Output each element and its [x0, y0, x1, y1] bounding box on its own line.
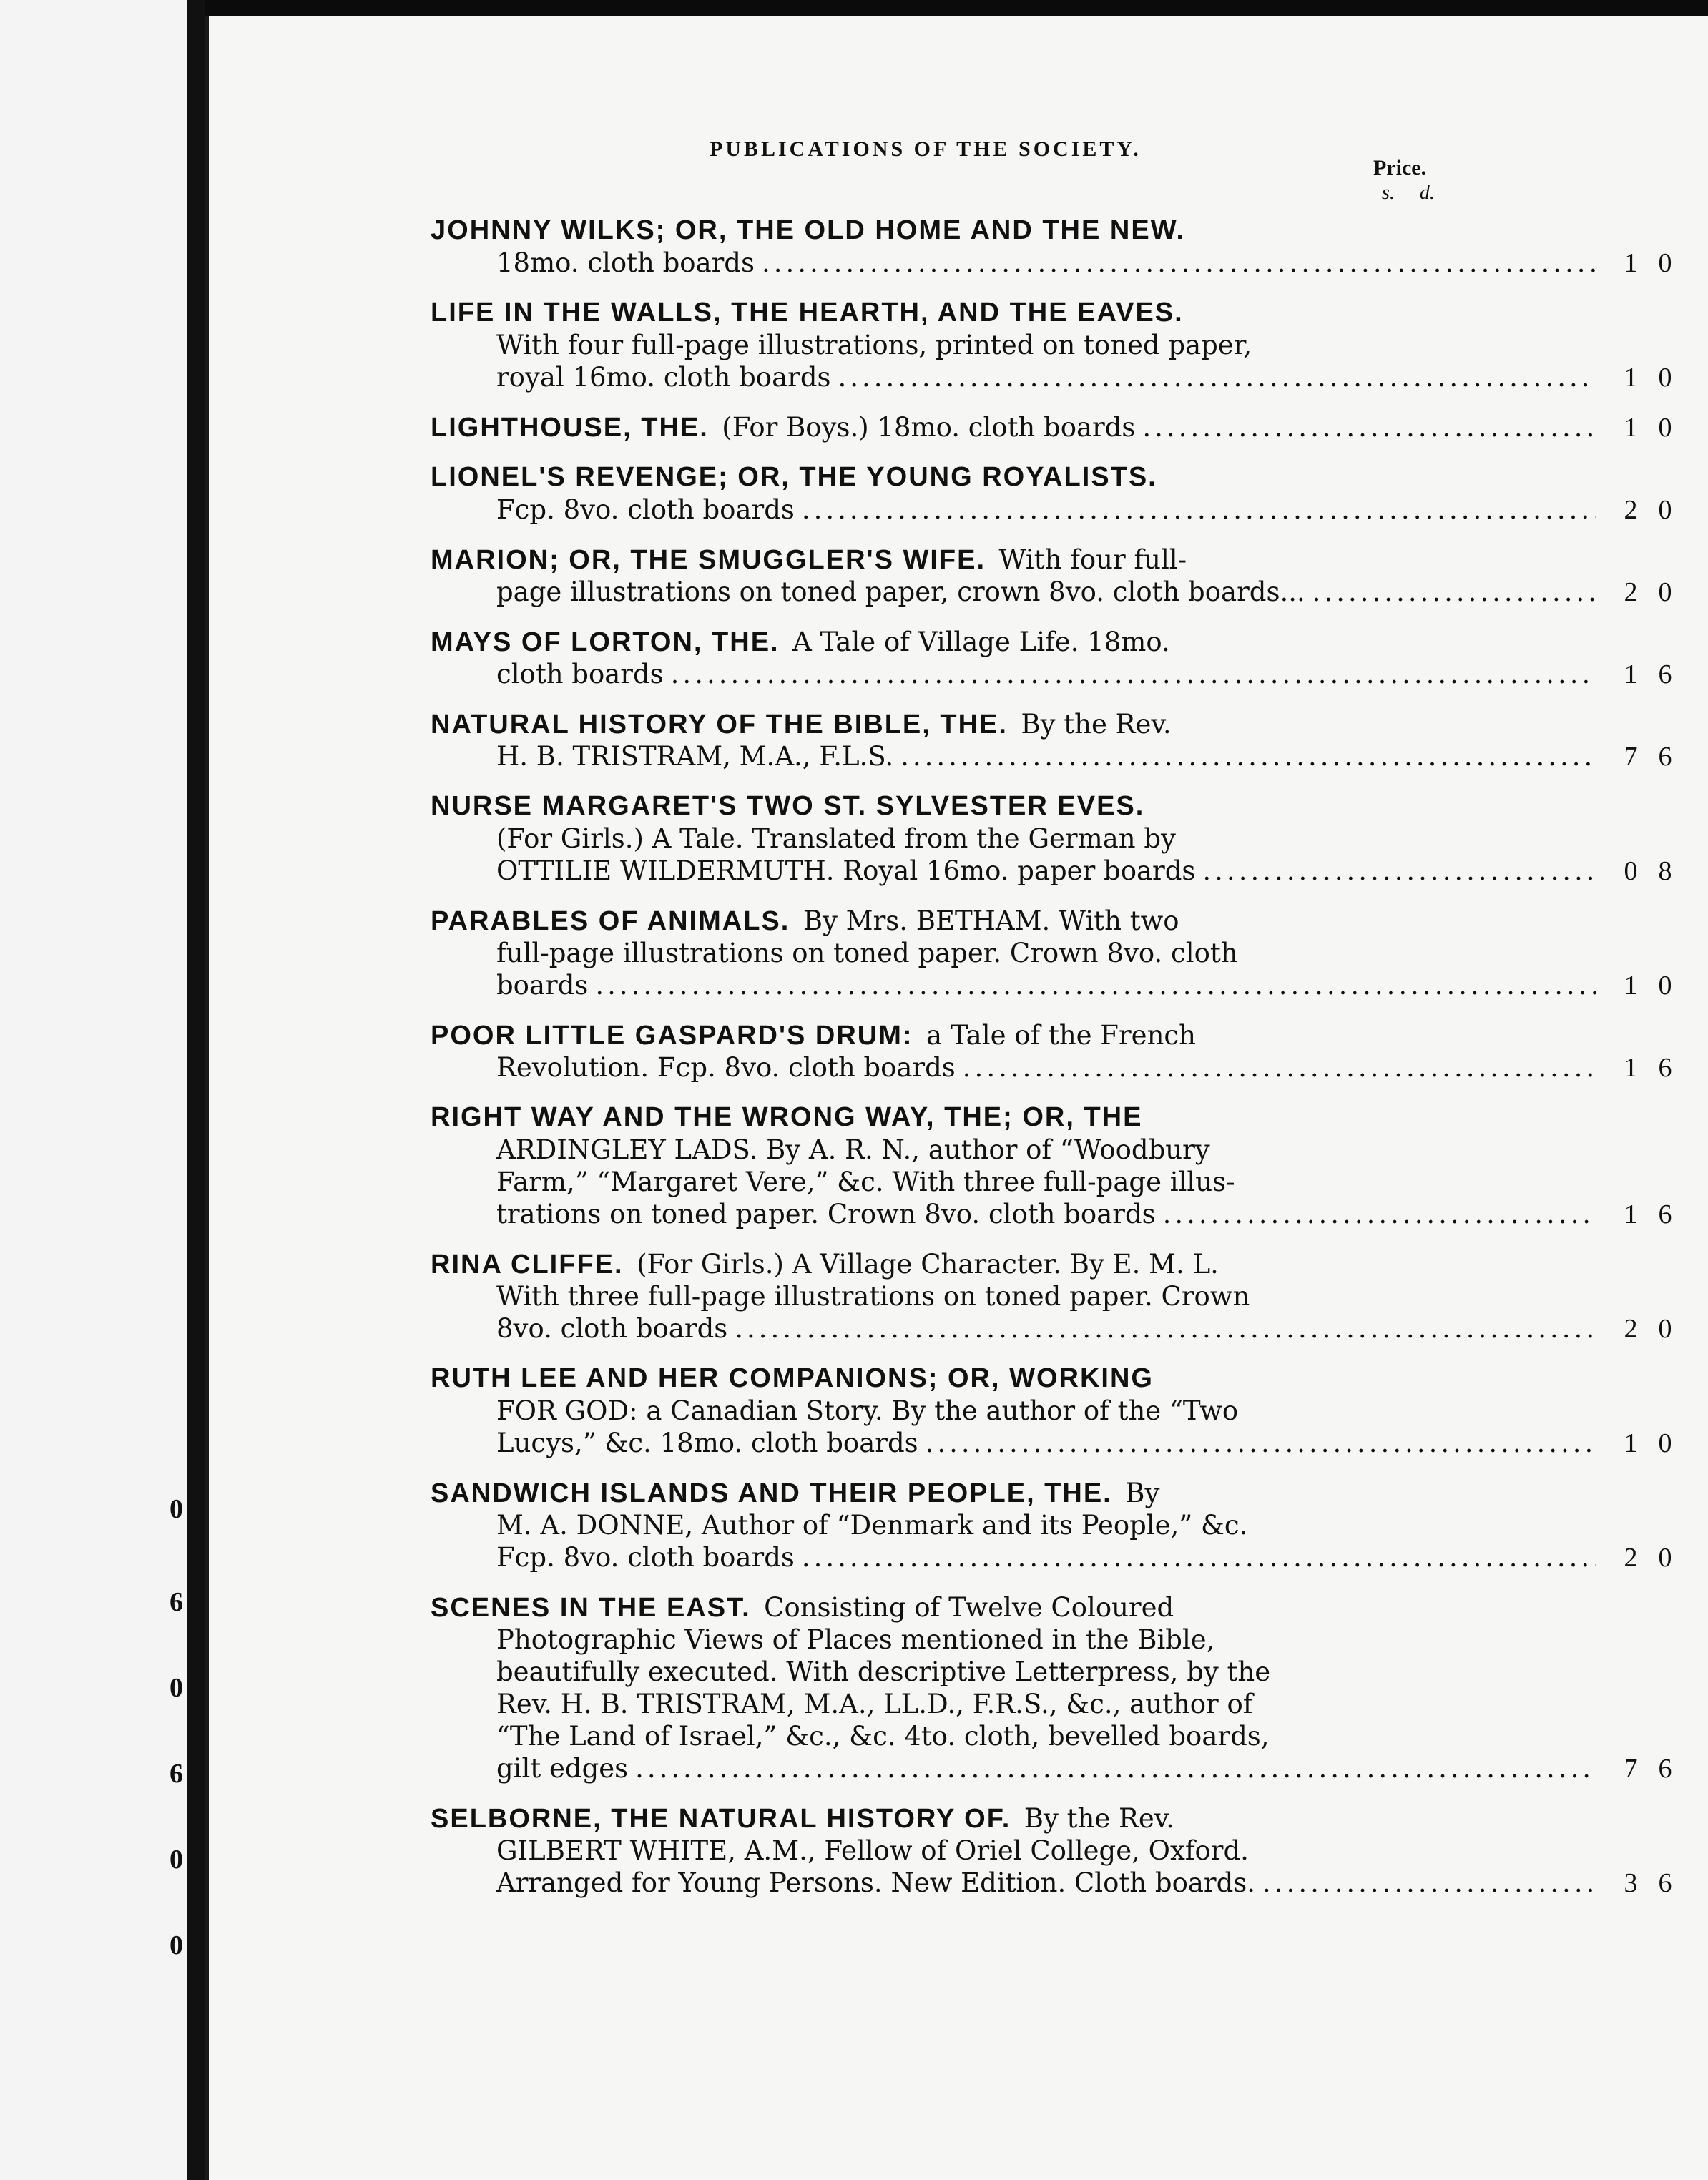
publication-entry: [431, 544, 1682, 608]
price-pence: 6: [1658, 1754, 1672, 1784]
leader-dots: [802, 494, 1596, 526]
leader-dots: [762, 247, 1596, 279]
entry-title: SELBORNE, THE NATURAL HISTORY OF.: [431, 1804, 1011, 1834]
price-shillings: 1: [1624, 413, 1638, 443]
leader-dots: [900, 740, 1596, 772]
price-pence: 0: [1658, 363, 1672, 393]
entry-description: cloth boards: [496, 659, 664, 689]
price-pence: 6: [1658, 1868, 1672, 1898]
entry-description-line: [431, 1312, 1682, 1345]
entry-description-line: [431, 1198, 1682, 1230]
entry-description-line: [431, 1541, 1682, 1573]
price-pence: 0: [1658, 413, 1672, 443]
leader-dots: [595, 969, 1596, 1001]
margin-digit: 0: [170, 1673, 183, 1703]
margin-digit: 0: [170, 1845, 183, 1875]
leader-dots: [1142, 411, 1596, 443]
margin-digit: 6: [170, 1759, 183, 1789]
entry-title: JOHNNY WILKS; OR, THE OLD HOME AND THE NEW.: [431, 215, 1186, 245]
price: [1604, 247, 1682, 280]
entry-description-line: [431, 1720, 1682, 1752]
price-column-label: Price.: [1373, 156, 1427, 180]
publication-entry: [431, 297, 1682, 393]
entry-description-line: [431, 1752, 1682, 1784]
price: [1604, 412, 1682, 444]
price-shillings: 7: [1624, 742, 1638, 772]
margin-digit: 0: [170, 1930, 183, 1960]
price-shillings: 2: [1624, 1314, 1638, 1344]
price-shillings: 3: [1624, 1868, 1638, 1898]
entry-description-line: [431, 1395, 1682, 1427]
entry-description: Rev. H. B. TRISTRAM, M.A., LL.D., F.R.S., &c., author of: [496, 1689, 1253, 1719]
entry-description: M. A. DONNE, Author of “Denmark and its People,” &c.: [496, 1510, 1248, 1541]
price-shillings: 1: [1624, 248, 1638, 278]
entry-description: full-page illustrations on toned paper. Crown 8vo. cloth: [496, 938, 1238, 968]
publication-entry: [431, 1101, 1682, 1230]
document-page: [205, 16, 1708, 2180]
price-shillings: 1: [1624, 1053, 1638, 1083]
publication-list: [431, 215, 1682, 1917]
price-pence: 6: [1658, 1053, 1672, 1083]
entry-description: (For Boys.) 18mo. cloth boards: [708, 412, 1136, 443]
price: [1604, 576, 1682, 609]
entry-title: RIGHT WAY AND THE WRONG WAY, THE; OR, THE: [431, 1102, 1143, 1132]
entry-title-line: [431, 411, 1682, 443]
entry-description-line: [431, 361, 1682, 393]
running-title: PUBLICATIONS OF THE SOCIETY.: [710, 137, 1142, 161]
entry-title-line: [431, 1248, 1682, 1280]
entry-description: trations on toned paper. Crown 8vo. cloth boards: [496, 1199, 1156, 1229]
entry-description-line: [431, 1280, 1682, 1312]
entry-title-line: [431, 544, 1682, 576]
entry-title-line: [431, 790, 1682, 823]
entry-description-line: [431, 658, 1682, 690]
publication-entry: [431, 1248, 1682, 1345]
price-shillings: 7: [1624, 1754, 1638, 1784]
publication-entry: [431, 1019, 1682, 1084]
publication-entry: [431, 1362, 1682, 1459]
leader-dots: [735, 1312, 1596, 1345]
price-pence: 6: [1658, 1199, 1672, 1229]
price-pence: 0: [1658, 495, 1672, 525]
price-pence: 0: [1658, 1543, 1672, 1573]
price-pence: 0: [1658, 1314, 1672, 1344]
entry-description-line: [431, 1867, 1682, 1899]
entry-description-line: [431, 1166, 1682, 1198]
entry-description: By the Rev.: [1011, 1803, 1175, 1834]
entry-description: gilt edges: [496, 1753, 629, 1784]
entry-description: By Mrs. BETHAM. With two: [790, 905, 1179, 936]
entry-description: Revolution. Fcp. 8vo. cloth boards: [496, 1052, 956, 1083]
publication-entry: [431, 411, 1682, 443]
entry-description: 8vo. cloth boards: [496, 1313, 728, 1344]
entry-description: H. B. TRISTRAM, M.A., F.L.S.: [496, 741, 894, 772]
price-pence: 6: [1658, 742, 1672, 772]
leader-dots: [1202, 855, 1596, 887]
entry-description-line: [431, 1051, 1682, 1084]
entry-description: Farm,” “Margaret Vere,” &c. With three full-page illus-: [496, 1167, 1235, 1197]
price: [1604, 741, 1682, 773]
entry-description: 18mo. cloth boards: [496, 247, 755, 278]
entry-description-line: [431, 1624, 1682, 1656]
entry-description: With three full-page illustrations on toned paper. Crown: [496, 1281, 1250, 1312]
price: [1604, 1199, 1682, 1231]
price: [1604, 1753, 1682, 1785]
margin-digit: 6: [170, 1587, 183, 1617]
adjacent-page: [0, 0, 190, 2180]
entry-description-line: [431, 969, 1682, 1001]
entry-description-line: [431, 1509, 1682, 1541]
price-shillings: 1: [1624, 971, 1638, 1001]
leader-dots: [635, 1752, 1596, 1784]
entry-description: OTTILIE WILDERMUTH. Royal 16mo. paper boards: [496, 855, 1196, 886]
price-shillings: 1: [1624, 1428, 1638, 1458]
price: [1604, 1428, 1682, 1460]
entry-description: With four full-: [986, 544, 1187, 575]
entry-description: ARDINGLEY LADS. By A. R. N., author of “Woodbury: [496, 1134, 1210, 1165]
leader-dots: [1312, 576, 1596, 608]
price: [1604, 855, 1682, 888]
price-shillings: 1: [1624, 363, 1638, 393]
price: [1604, 1313, 1682, 1345]
leader-dots: [802, 1541, 1596, 1573]
price-units-label: s. d.: [1382, 182, 1435, 204]
margin-digit: 0: [170, 1494, 183, 1524]
entry-title-line: [431, 708, 1682, 740]
entry-description: By the Rev.: [1007, 709, 1172, 740]
price-pence: 8: [1658, 856, 1672, 886]
entry-title-line: [431, 1101, 1682, 1134]
price-shillings: 0: [1624, 856, 1638, 886]
price: [1604, 494, 1682, 526]
entry-description: GILBERT WHITE, A.M., Fellow of Oriel College, Oxford.: [496, 1835, 1249, 1866]
entry-description-line: [431, 1134, 1682, 1166]
entry-title: SANDWICH ISLANDS AND THEIR PEOPLE, THE.: [431, 1478, 1112, 1508]
price-pence: 0: [1658, 1428, 1672, 1458]
publication-entry: [431, 461, 1682, 526]
publication-entry: [431, 790, 1682, 887]
leader-dots: [671, 658, 1596, 690]
price-pence: 0: [1658, 248, 1672, 278]
entry-description-line: [431, 329, 1682, 361]
entry-description: Lucys,” &c. 18mo. cloth boards: [496, 1428, 918, 1458]
entry-description-line: [431, 247, 1682, 279]
entry-description: (For Girls.) A Tale. Translated from the German by: [496, 823, 1176, 854]
entry-description: Arranged for Young Persons. New Edition. Cloth boards.: [496, 1867, 1256, 1898]
book-gutter: [187, 0, 205, 2180]
entry-title: RUTH LEE AND HER COMPANIONS; OR, WORKING: [431, 1363, 1154, 1393]
entry-title-line: [431, 215, 1682, 247]
entry-title-line: [431, 461, 1682, 494]
entry-title: MAYS OF LORTON, THE.: [431, 627, 780, 657]
entry-description: With four full-page illustrations, printed on toned paper,: [496, 330, 1252, 360]
entry-title-line: [431, 1477, 1682, 1509]
leader-dots: [963, 1051, 1596, 1084]
entry-title: LIFE IN THE WALLS, THE HEARTH, AND THE EAVES.: [431, 298, 1184, 328]
entry-title-line: [431, 1362, 1682, 1395]
entry-description: royal 16mo. cloth boards: [496, 362, 831, 393]
price-shillings: 1: [1624, 659, 1638, 689]
entry-description: page illustrations on toned paper, crown 8vo. cloth boards...: [496, 576, 1305, 607]
entry-title-line: [431, 905, 1682, 937]
price-shillings: 2: [1624, 1543, 1638, 1573]
entry-description-line: [431, 1835, 1682, 1867]
price-pence: 0: [1658, 971, 1672, 1001]
entry-title-line: [431, 1019, 1682, 1051]
entry-description: A Tale of Village Life. 18mo.: [779, 627, 1170, 657]
entry-title: LIONEL'S REVENGE; OR, THE YOUNG ROYALISTS.: [431, 462, 1157, 492]
entry-description: Photographic Views of Places mentioned in the Bible,: [496, 1624, 1215, 1655]
entry-description-line: [431, 740, 1682, 772]
price-shillings: 2: [1624, 577, 1638, 607]
price: [1604, 970, 1682, 1002]
entry-description: “The Land of Israel,” &c., &c. 4to. cloth, bevelled boards,: [496, 1721, 1270, 1752]
publication-entry: [431, 1477, 1682, 1573]
entry-description: By: [1111, 1478, 1160, 1508]
entry-title-line: [431, 1802, 1682, 1835]
leader-dots: [1262, 1867, 1596, 1899]
price: [1604, 1867, 1682, 1900]
entry-description-line: [431, 1688, 1682, 1720]
entry-description-line: [431, 494, 1682, 526]
publication-entry: [431, 626, 1682, 690]
entry-title: SCENES IN THE EAST.: [431, 1593, 751, 1623]
entry-title-line: [431, 297, 1682, 329]
entry-description: Consisting of Twelve Coloured: [750, 1592, 1174, 1623]
entry-description-line: [431, 1656, 1682, 1688]
entry-description: FOR GOD: a Canadian Story. By the author of the “Two: [496, 1395, 1239, 1426]
price: [1604, 1052, 1682, 1084]
entry-title: POOR LITTLE GASPARD'S DRUM:: [431, 1021, 913, 1051]
entry-description: Fcp. 8vo. cloth boards: [496, 494, 795, 525]
entry-description-line: [431, 823, 1682, 855]
publication-entry: [431, 1591, 1682, 1784]
price-pence: 0: [1658, 577, 1672, 607]
leader-dots: [926, 1427, 1596, 1459]
price: [1604, 1542, 1682, 1574]
entry-description-line: [431, 855, 1682, 887]
publication-entry: [431, 708, 1682, 772]
entry-title: LIGHTHOUSE, THE.: [431, 413, 709, 443]
price: [1604, 362, 1682, 394]
entry-title: NURSE MARGARET'S TWO ST. SYLVESTER EVES.: [431, 791, 1145, 821]
publication-entry: [431, 215, 1682, 279]
entry-title: MARION; OR, THE SMUGGLER'S WIFE.: [431, 545, 986, 575]
entry-title-line: [431, 626, 1682, 658]
entry-description-line: [431, 576, 1682, 608]
leader-dots: [1163, 1198, 1596, 1230]
entry-description-line: [431, 1427, 1682, 1459]
entry-description: beautifully executed. With descriptive Letterpress, by the: [496, 1656, 1271, 1687]
entry-title: RINA CLIFFE.: [431, 1249, 624, 1280]
publication-entry: [431, 1802, 1682, 1899]
leader-dots: [838, 361, 1596, 393]
entry-title: PARABLES OF ANIMALS.: [431, 906, 790, 936]
entry-description: Fcp. 8vo. cloth boards: [496, 1542, 795, 1573]
entry-title-line: [431, 1591, 1682, 1624]
entry-description-line: [431, 937, 1682, 969]
entry-description: a Tale of the French: [913, 1020, 1196, 1051]
price: [1604, 659, 1682, 691]
price-shillings: 2: [1624, 495, 1638, 525]
publication-entry: [431, 905, 1682, 1001]
entry-description: (For Girls.) A Village Character. By E. M. L.: [623, 1249, 1219, 1280]
price-shillings: 1: [1624, 1199, 1638, 1229]
price-pence: 6: [1658, 659, 1672, 689]
entry-title: NATURAL HISTORY OF THE BIBLE, THE.: [431, 710, 1008, 740]
entry-description: boards: [496, 970, 589, 1001]
